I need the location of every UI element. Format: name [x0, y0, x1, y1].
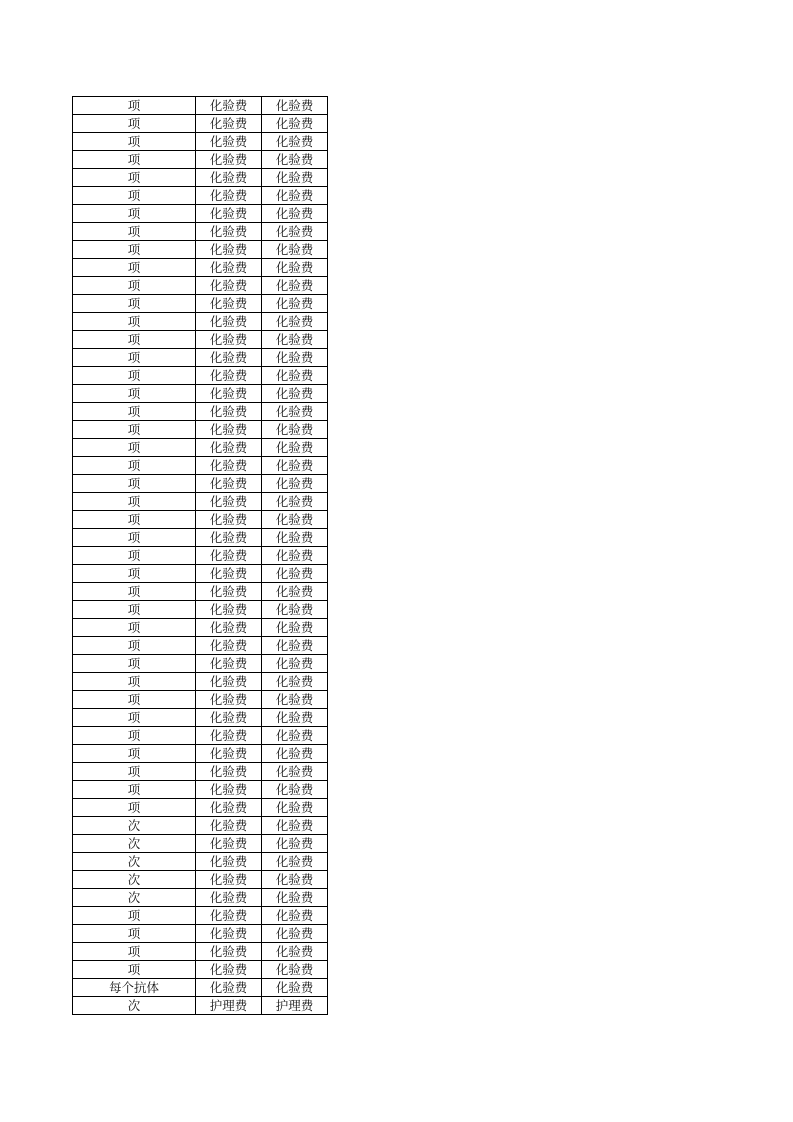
table-row	[73, 205, 328, 223]
fee-type-cell: 化验费	[262, 241, 328, 259]
unit-cell: 项	[73, 223, 196, 241]
fee-type-cell: 化验费	[262, 889, 328, 907]
fee-type-cell: 化验费	[262, 187, 328, 205]
fee-type-cell: 化验费	[262, 349, 328, 367]
fee-type-cell: 化验费	[262, 979, 328, 997]
table-row	[73, 619, 328, 637]
fee-type-cell: 化验费	[262, 385, 328, 403]
fee-category-cell: 化验费	[196, 367, 262, 385]
unit-cell: 项	[73, 709, 196, 727]
fee-type-cell: 化验费	[262, 565, 328, 583]
unit-cell: 项	[73, 187, 196, 205]
unit-cell: 项	[73, 475, 196, 493]
fee-category-cell: 化验费	[196, 529, 262, 547]
fee-category-cell: 化验费	[196, 241, 262, 259]
table-row	[73, 583, 328, 601]
fee-category-cell: 化验费	[196, 313, 262, 331]
fee-type-cell: 化验费	[262, 601, 328, 619]
fee-category-cell: 化验费	[196, 331, 262, 349]
table-row	[73, 853, 328, 871]
table-row	[73, 907, 328, 925]
table-row	[73, 133, 328, 151]
unit-cell: 项	[73, 439, 196, 457]
fee-type-cell: 化验费	[262, 691, 328, 709]
table-row	[73, 727, 328, 745]
table-row	[73, 277, 328, 295]
unit-cell: 项	[73, 637, 196, 655]
fee-category-cell: 化验费	[196, 871, 262, 889]
unit-cell: 项	[73, 205, 196, 223]
unit-cell: 项	[73, 403, 196, 421]
unit-cell: 项	[73, 457, 196, 475]
table-row	[73, 241, 328, 259]
table-row	[73, 169, 328, 187]
fee-type-cell: 化验费	[262, 907, 328, 925]
fee-category-cell: 化验费	[196, 277, 262, 295]
unit-cell: 项	[73, 115, 196, 133]
table-row	[73, 601, 328, 619]
unit-cell: 项	[73, 745, 196, 763]
fee-category-cell: 护理费	[196, 997, 262, 1015]
fee-type-cell: 化验费	[262, 223, 328, 241]
unit-cell: 项	[73, 583, 196, 601]
unit-cell: 项	[73, 349, 196, 367]
fee-category-cell: 化验费	[196, 457, 262, 475]
fee-type-cell: 化验费	[262, 439, 328, 457]
table-row	[73, 547, 328, 565]
fee-type-cell: 化验费	[262, 529, 328, 547]
fee-category-cell: 化验费	[196, 385, 262, 403]
fee-category-cell: 化验费	[196, 745, 262, 763]
fee-category-cell: 化验费	[196, 97, 262, 115]
unit-cell: 项	[73, 673, 196, 691]
fee-category-cell: 化验费	[196, 781, 262, 799]
fee-category-cell: 化验费	[196, 223, 262, 241]
unit-cell: 项	[73, 907, 196, 925]
unit-cell: 次	[73, 853, 196, 871]
unit-cell: 项	[73, 925, 196, 943]
fee-category-cell: 化验费	[196, 817, 262, 835]
fee-type-cell: 化验费	[262, 925, 328, 943]
table-row	[73, 745, 328, 763]
unit-cell: 项	[73, 385, 196, 403]
unit-cell: 项	[73, 295, 196, 313]
table-row	[73, 475, 328, 493]
fee-category-cell: 化验费	[196, 727, 262, 745]
unit-cell: 项	[73, 241, 196, 259]
fee-type-cell: 化验费	[262, 259, 328, 277]
fee-type-cell: 化验费	[262, 583, 328, 601]
table-row	[73, 439, 328, 457]
fee-type-cell: 化验费	[262, 799, 328, 817]
table-row	[73, 835, 328, 853]
fee-category-cell: 化验费	[196, 889, 262, 907]
fee-category-cell: 化验费	[196, 655, 262, 673]
table-row	[73, 511, 328, 529]
table-row	[73, 115, 328, 133]
table-row	[73, 493, 328, 511]
fee-category-cell: 化验费	[196, 439, 262, 457]
table-row	[73, 961, 328, 979]
fee-type-cell: 化验费	[262, 403, 328, 421]
fee-type-cell: 化验费	[262, 331, 328, 349]
fee-category-cell: 化验费	[196, 709, 262, 727]
unit-cell: 项	[73, 619, 196, 637]
unit-cell: 项	[73, 169, 196, 187]
unit-cell: 项	[73, 727, 196, 745]
table-row	[73, 331, 328, 349]
fee-category-cell: 化验费	[196, 259, 262, 277]
table-row	[73, 259, 328, 277]
fee-category-cell: 化验费	[196, 943, 262, 961]
fee-type-cell: 化验费	[262, 367, 328, 385]
unit-cell: 项	[73, 277, 196, 295]
table-row	[73, 925, 328, 943]
fee-type-cell: 化验费	[262, 781, 328, 799]
unit-cell: 项	[73, 133, 196, 151]
unit-cell: 次	[73, 817, 196, 835]
unit-cell: 项	[73, 691, 196, 709]
fee-type-cell: 护理费	[262, 997, 328, 1015]
fee-category-cell: 化验费	[196, 151, 262, 169]
fee-type-cell: 化验费	[262, 511, 328, 529]
fee-table-body	[73, 97, 328, 1015]
unit-cell: 项	[73, 421, 196, 439]
fee-type-cell: 化验费	[262, 295, 328, 313]
fee-category-cell: 化验费	[196, 205, 262, 223]
table-row	[73, 655, 328, 673]
fee-type-cell: 化验费	[262, 133, 328, 151]
fee-type-cell: 化验费	[262, 709, 328, 727]
table-row	[73, 871, 328, 889]
fee-type-cell: 化验费	[262, 475, 328, 493]
fee-type-cell: 化验费	[262, 277, 328, 295]
fee-table	[72, 96, 328, 1015]
unit-cell: 项	[73, 799, 196, 817]
table-row	[73, 637, 328, 655]
fee-type-cell: 化验费	[262, 673, 328, 691]
fee-type-cell: 化验费	[262, 313, 328, 331]
table-row	[73, 817, 328, 835]
table-row	[73, 979, 328, 997]
table-row	[73, 421, 328, 439]
fee-type-cell: 化验费	[262, 493, 328, 511]
fee-type-cell: 化验费	[262, 637, 328, 655]
fee-type-cell: 化验费	[262, 169, 328, 187]
fee-category-cell: 化验费	[196, 133, 262, 151]
table-row	[73, 997, 328, 1015]
fee-type-cell: 化验费	[262, 457, 328, 475]
fee-table-container	[72, 96, 328, 1015]
unit-cell: 项	[73, 961, 196, 979]
table-row	[73, 151, 328, 169]
table-row	[73, 367, 328, 385]
fee-category-cell: 化验费	[196, 835, 262, 853]
fee-category-cell: 化验费	[196, 547, 262, 565]
fee-category-cell: 化验费	[196, 637, 262, 655]
unit-cell: 每个抗体	[73, 979, 196, 997]
fee-category-cell: 化验费	[196, 187, 262, 205]
unit-cell: 项	[73, 313, 196, 331]
fee-type-cell: 化验费	[262, 745, 328, 763]
table-row	[73, 97, 328, 115]
fee-category-cell: 化验费	[196, 421, 262, 439]
unit-cell: 项	[73, 943, 196, 961]
unit-cell: 项	[73, 97, 196, 115]
unit-cell: 项	[73, 763, 196, 781]
fee-type-cell: 化验费	[262, 421, 328, 439]
fee-category-cell: 化验费	[196, 763, 262, 781]
fee-type-cell: 化验费	[262, 151, 328, 169]
table-row	[73, 943, 328, 961]
unit-cell: 项	[73, 601, 196, 619]
fee-category-cell: 化验费	[196, 403, 262, 421]
fee-category-cell: 化验费	[196, 601, 262, 619]
table-row	[73, 673, 328, 691]
table-row	[73, 709, 328, 727]
fee-category-cell: 化验费	[196, 925, 262, 943]
fee-category-cell: 化验费	[196, 169, 262, 187]
table-row	[73, 799, 328, 817]
unit-cell: 项	[73, 511, 196, 529]
fee-type-cell: 化验费	[262, 115, 328, 133]
fee-type-cell: 化验费	[262, 97, 328, 115]
table-row	[73, 403, 328, 421]
unit-cell: 项	[73, 655, 196, 673]
table-row	[73, 781, 328, 799]
fee-category-cell: 化验费	[196, 907, 262, 925]
table-row	[73, 565, 328, 583]
fee-type-cell: 化验费	[262, 655, 328, 673]
unit-cell: 项	[73, 781, 196, 799]
unit-cell: 项	[73, 529, 196, 547]
fee-category-cell: 化验费	[196, 115, 262, 133]
fee-type-cell: 化验费	[262, 763, 328, 781]
table-row	[73, 349, 328, 367]
fee-category-cell: 化验费	[196, 475, 262, 493]
table-row	[73, 295, 328, 313]
fee-category-cell: 化验费	[196, 583, 262, 601]
fee-category-cell: 化验费	[196, 691, 262, 709]
fee-category-cell: 化验费	[196, 349, 262, 367]
table-row	[73, 457, 328, 475]
fee-category-cell: 化验费	[196, 565, 262, 583]
fee-category-cell: 化验费	[196, 979, 262, 997]
table-row	[73, 187, 328, 205]
table-row	[73, 313, 328, 331]
table-row	[73, 763, 328, 781]
fee-category-cell: 化验费	[196, 799, 262, 817]
table-row	[73, 385, 328, 403]
unit-cell: 项	[73, 331, 196, 349]
unit-cell: 项	[73, 151, 196, 169]
fee-type-cell: 化验费	[262, 727, 328, 745]
fee-category-cell: 化验费	[196, 673, 262, 691]
fee-type-cell: 化验费	[262, 619, 328, 637]
table-row	[73, 529, 328, 547]
unit-cell: 次	[73, 997, 196, 1015]
table-row	[73, 223, 328, 241]
unit-cell: 项	[73, 259, 196, 277]
fee-type-cell: 化验费	[262, 871, 328, 889]
fee-type-cell: 化验费	[262, 835, 328, 853]
table-row	[73, 889, 328, 907]
unit-cell: 项	[73, 547, 196, 565]
fee-category-cell: 化验费	[196, 853, 262, 871]
fee-type-cell: 化验费	[262, 817, 328, 835]
fee-type-cell: 化验费	[262, 943, 328, 961]
unit-cell: 次	[73, 889, 196, 907]
fee-category-cell: 化验费	[196, 961, 262, 979]
unit-cell: 次	[73, 835, 196, 853]
table-row	[73, 691, 328, 709]
unit-cell: 次	[73, 871, 196, 889]
unit-cell: 项	[73, 367, 196, 385]
fee-category-cell: 化验费	[196, 619, 262, 637]
fee-category-cell: 化验费	[196, 295, 262, 313]
unit-cell: 项	[73, 493, 196, 511]
fee-type-cell: 化验费	[262, 547, 328, 565]
fee-type-cell: 化验费	[262, 961, 328, 979]
fee-category-cell: 化验费	[196, 511, 262, 529]
fee-type-cell: 化验费	[262, 205, 328, 223]
fee-category-cell: 化验费	[196, 493, 262, 511]
fee-type-cell: 化验费	[262, 853, 328, 871]
unit-cell: 项	[73, 565, 196, 583]
